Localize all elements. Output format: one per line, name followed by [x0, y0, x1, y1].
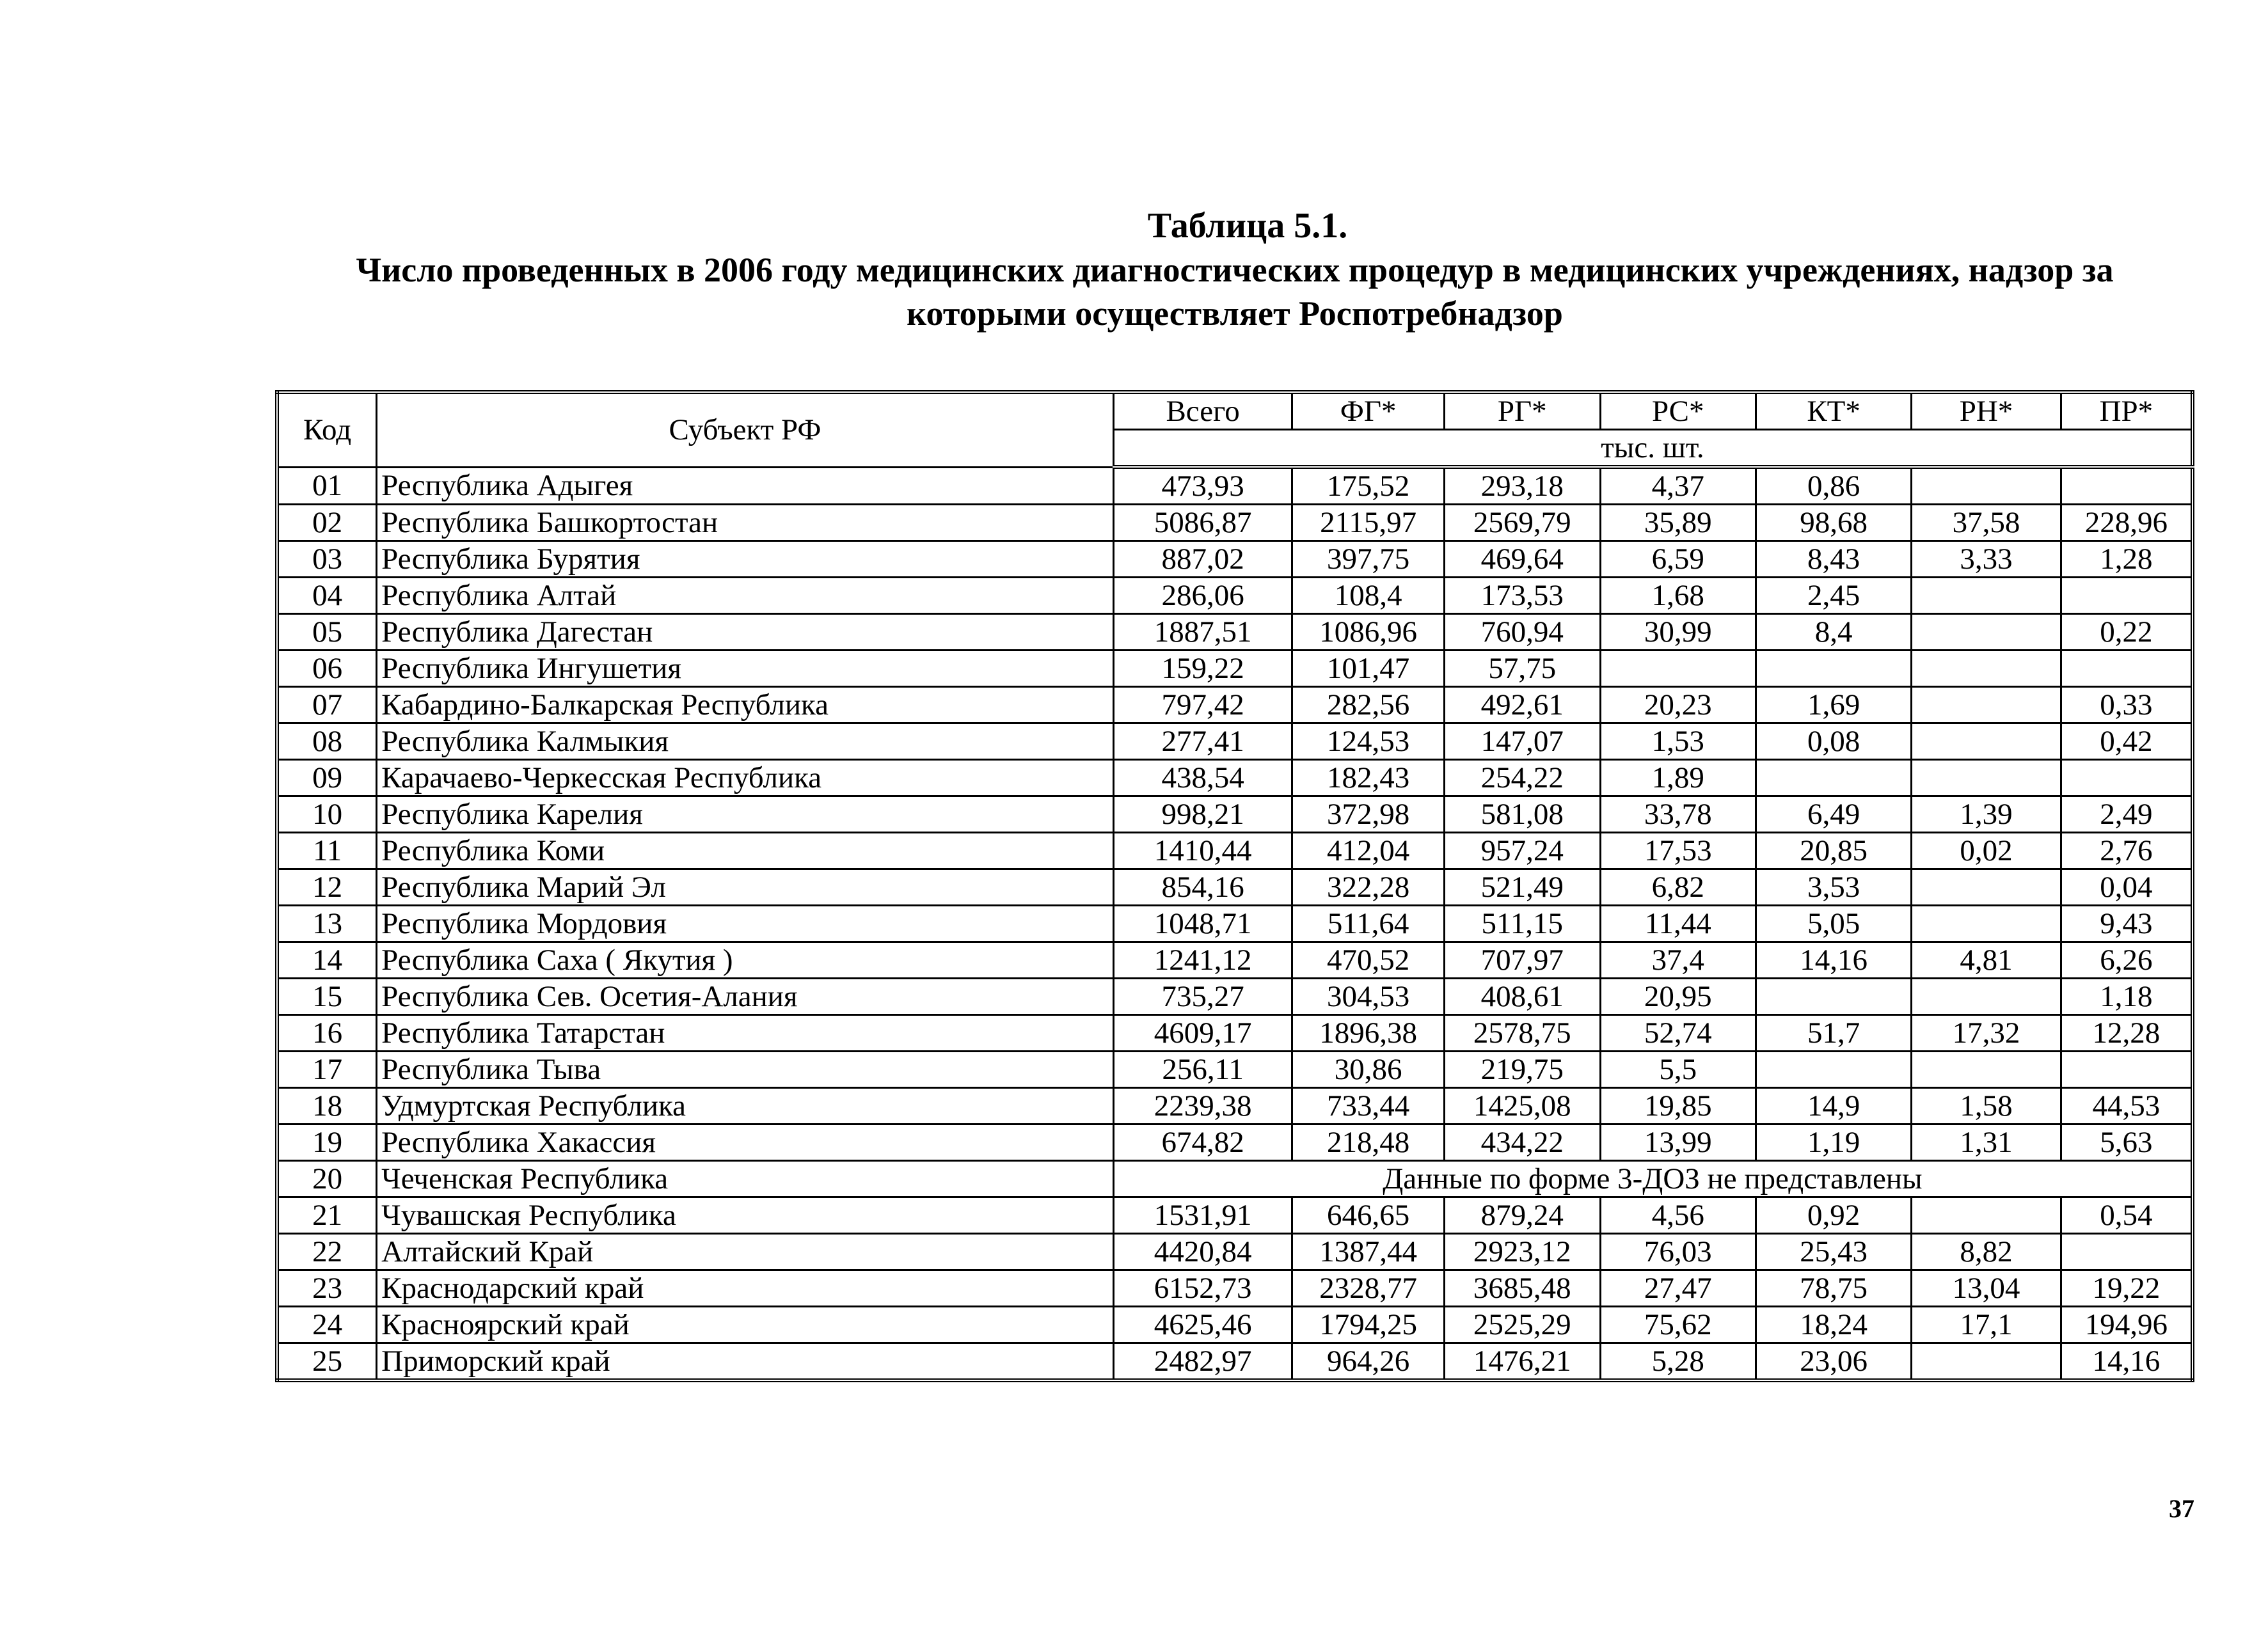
cell-rg: 408,61 [1444, 979, 1600, 1015]
cell-pr: 9,43 [2061, 906, 2193, 942]
cell-total: 854,16 [1113, 869, 1292, 906]
cell-fg: 1086,96 [1292, 614, 1445, 651]
cell-rg: 469,64 [1444, 541, 1600, 578]
cell-rn: 8,82 [1912, 1234, 2061, 1270]
cell-fg: 470,52 [1292, 942, 1445, 979]
cell-rs: 52,74 [1600, 1015, 1756, 1052]
cell-rs: 33,78 [1600, 796, 1756, 833]
table-caption-line-2: которыми осуществляет Роспотребнадзор [907, 294, 1563, 333]
procedures-table [275, 390, 2194, 1382]
cell-rn: 1,58 [1912, 1088, 2061, 1124]
cell-rs: 17,53 [1600, 833, 1756, 869]
cell-kt [1756, 651, 1911, 687]
table-row [277, 1343, 2193, 1381]
cell-kt: 8,43 [1756, 541, 1911, 578]
row-code: 20 [277, 1161, 377, 1197]
cell-rs: 4,56 [1600, 1197, 1756, 1234]
cell-total: 277,41 [1113, 723, 1292, 760]
cell-rn [1912, 614, 2061, 651]
cell-rg: 2578,75 [1444, 1015, 1600, 1052]
cell-pr: 2,49 [2061, 796, 2193, 833]
row-code: 02 [277, 505, 377, 541]
cell-kt: 0,86 [1756, 467, 1911, 505]
cell-pr: 44,53 [2061, 1088, 2193, 1124]
table-row [277, 614, 2193, 651]
cell-total: 887,02 [1113, 541, 1292, 578]
cell-total: 1048,71 [1113, 906, 1292, 942]
cell-rn: 1,31 [1912, 1124, 2061, 1161]
row-subject: Республика Адыгея [377, 467, 1114, 505]
row-code: 16 [277, 1015, 377, 1052]
units-label: тыс. шт. [1113, 430, 2193, 468]
row-code: 06 [277, 651, 377, 687]
cell-rs: 1,68 [1600, 578, 1756, 614]
cell-fg: 218,48 [1292, 1124, 1445, 1161]
row-subject: Республика Саха ( Якутия ) [377, 942, 1114, 979]
row-code: 25 [277, 1343, 377, 1381]
cell-rg: 254,22 [1444, 760, 1600, 796]
cell-pr [2061, 1052, 2193, 1088]
table-row [277, 651, 2193, 687]
cell-kt: 1,19 [1756, 1124, 1911, 1161]
cell-rn [1912, 1343, 2061, 1381]
cell-rg: 147,07 [1444, 723, 1600, 760]
cell-rn [1912, 906, 2061, 942]
cell-pr [2061, 651, 2193, 687]
row-subject: Удмуртская Республика [377, 1088, 1114, 1124]
cell-total: 2482,97 [1113, 1343, 1292, 1381]
cell-kt: 0,92 [1756, 1197, 1911, 1234]
cell-total: 6152,73 [1113, 1270, 1292, 1307]
cell-rn [1912, 760, 2061, 796]
header-kt: КТ* [1756, 392, 1911, 430]
cell-total: 4625,46 [1113, 1307, 1292, 1343]
row-subject: Республика Ингушетия [377, 651, 1114, 687]
cell-fg: 733,44 [1292, 1088, 1445, 1124]
cell-pr: 1,18 [2061, 979, 2193, 1015]
row-subject: Республика Тыва [377, 1052, 1114, 1088]
cell-rn: 3,33 [1912, 541, 2061, 578]
table-row [277, 687, 2193, 723]
table-row [277, 1234, 2193, 1270]
row-code: 04 [277, 578, 377, 614]
cell-rn [1912, 1052, 2061, 1088]
row-code: 21 [277, 1197, 377, 1234]
cell-rs: 1,89 [1600, 760, 1756, 796]
header-subject: Субъект РФ [377, 392, 1114, 467]
table-row [277, 942, 2193, 979]
table-number: Таблица 5.1. [1147, 206, 1348, 246]
row-subject: Республика Коми [377, 833, 1114, 869]
row-subject: Республика Хакассия [377, 1124, 1114, 1161]
table-row [277, 1161, 2193, 1197]
cell-rg: 581,08 [1444, 796, 1600, 833]
row-code: 12 [277, 869, 377, 906]
cell-fg: 511,64 [1292, 906, 1445, 942]
cell-pr: 1,28 [2061, 541, 2193, 578]
cell-rs: 75,62 [1600, 1307, 1756, 1343]
cell-fg: 304,53 [1292, 979, 1445, 1015]
row-subject: Чувашская Республика [377, 1197, 1114, 1234]
cell-total: 1241,12 [1113, 942, 1292, 979]
table-row [277, 1197, 2193, 1234]
cell-rg: 1476,21 [1444, 1343, 1600, 1381]
row-subject: Республика Мордовия [377, 906, 1114, 942]
row-subject: Республика Карелия [377, 796, 1114, 833]
cell-rn [1912, 979, 2061, 1015]
table-row [277, 505, 2193, 541]
row-subject: Республика Марий Эл [377, 869, 1114, 906]
header-rs: РС* [1600, 392, 1756, 430]
cell-fg: 101,47 [1292, 651, 1445, 687]
cell-kt: 1,69 [1756, 687, 1911, 723]
cell-fg: 2115,97 [1292, 505, 1445, 541]
cell-rg: 1425,08 [1444, 1088, 1600, 1124]
cell-rg: 2569,79 [1444, 505, 1600, 541]
cell-rg: 219,75 [1444, 1052, 1600, 1088]
cell-rs: 5,28 [1600, 1343, 1756, 1381]
cell-fg: 30,86 [1292, 1052, 1445, 1088]
header-total: Всего [1113, 392, 1292, 430]
cell-pr [2061, 1234, 2193, 1270]
cell-fg: 108,4 [1292, 578, 1445, 614]
cell-kt [1756, 979, 1911, 1015]
table-row [277, 979, 2193, 1015]
cell-kt: 0,08 [1756, 723, 1911, 760]
header-rg: РГ* [1444, 392, 1600, 430]
cell-pr: 2,76 [2061, 833, 2193, 869]
cell-total: 998,21 [1113, 796, 1292, 833]
row-note: Данные по форме 3-ДОЗ не представлены [1113, 1161, 2193, 1197]
cell-rn: 17,1 [1912, 1307, 2061, 1343]
cell-kt: 2,45 [1756, 578, 1911, 614]
cell-rn [1912, 1197, 2061, 1234]
cell-rn: 17,32 [1912, 1015, 2061, 1052]
cell-fg: 372,98 [1292, 796, 1445, 833]
row-subject: Республика Татарстан [377, 1015, 1114, 1052]
cell-rg: 3685,48 [1444, 1270, 1600, 1307]
cell-rg: 511,15 [1444, 906, 1600, 942]
cell-fg: 397,75 [1292, 541, 1445, 578]
row-code: 11 [277, 833, 377, 869]
row-subject: Приморский край [377, 1343, 1114, 1381]
table-row [277, 723, 2193, 760]
table-row [277, 467, 2193, 505]
header-row [277, 392, 2193, 430]
table-row [277, 541, 2193, 578]
table-row [277, 1124, 2193, 1161]
cell-total: 4420,84 [1113, 1234, 1292, 1270]
cell-total: 286,06 [1113, 578, 1292, 614]
cell-fg: 1896,38 [1292, 1015, 1445, 1052]
row-subject: Республика Алтай [377, 578, 1114, 614]
cell-rg: 434,22 [1444, 1124, 1600, 1161]
cell-rs: 20,95 [1600, 979, 1756, 1015]
cell-total: 797,42 [1113, 687, 1292, 723]
cell-fg: 124,53 [1292, 723, 1445, 760]
row-subject: Чеченская Республика [377, 1161, 1114, 1197]
header-fg: ФГ* [1292, 392, 1445, 430]
cell-rn: 37,58 [1912, 505, 2061, 541]
cell-rs: 76,03 [1600, 1234, 1756, 1270]
cell-fg: 282,56 [1292, 687, 1445, 723]
row-subject: Карачаево-Черкесская Республика [377, 760, 1114, 796]
row-code: 13 [277, 906, 377, 942]
cell-total: 5086,87 [1113, 505, 1292, 541]
row-code: 07 [277, 687, 377, 723]
cell-rs: 13,99 [1600, 1124, 1756, 1161]
cell-total: 4609,17 [1113, 1015, 1292, 1052]
cell-rs: 27,47 [1600, 1270, 1756, 1307]
cell-rn: 13,04 [1912, 1270, 2061, 1307]
cell-kt: 3,53 [1756, 869, 1911, 906]
cell-pr [2061, 760, 2193, 796]
cell-rs: 19,85 [1600, 1088, 1756, 1124]
row-subject: Республика Дагестан [377, 614, 1114, 651]
header-rn: РН* [1912, 392, 2061, 430]
cell-total: 2239,38 [1113, 1088, 1292, 1124]
cell-fg: 1387,44 [1292, 1234, 1445, 1270]
cell-pr: 0,54 [2061, 1197, 2193, 1234]
cell-fg: 646,65 [1292, 1197, 1445, 1234]
cell-rg: 760,94 [1444, 614, 1600, 651]
cell-kt: 14,9 [1756, 1088, 1911, 1124]
row-subject: Красноярский край [377, 1307, 1114, 1343]
cell-rs: 5,5 [1600, 1052, 1756, 1088]
row-code: 17 [277, 1052, 377, 1088]
cell-total: 1410,44 [1113, 833, 1292, 869]
cell-kt: 18,24 [1756, 1307, 1911, 1343]
cell-rg: 57,75 [1444, 651, 1600, 687]
row-subject: Республика Сев. Осетия-Алания [377, 979, 1114, 1015]
cell-kt: 20,85 [1756, 833, 1911, 869]
row-code: 01 [277, 467, 377, 505]
row-code: 15 [277, 979, 377, 1015]
cell-fg: 175,52 [1292, 467, 1445, 505]
cell-rs: 1,53 [1600, 723, 1756, 760]
cell-pr: 0,04 [2061, 869, 2193, 906]
cell-rn [1912, 651, 2061, 687]
cell-total: 735,27 [1113, 979, 1292, 1015]
cell-rg: 492,61 [1444, 687, 1600, 723]
row-code: 24 [277, 1307, 377, 1343]
cell-rg: 521,49 [1444, 869, 1600, 906]
cell-pr [2061, 578, 2193, 614]
row-code: 19 [277, 1124, 377, 1161]
row-subject: Республика Башкортостан [377, 505, 1114, 541]
row-subject: Кабардино-Балкарская Республика [377, 687, 1114, 723]
cell-rn [1912, 467, 2061, 505]
cell-rn [1912, 687, 2061, 723]
cell-pr: 6,26 [2061, 942, 2193, 979]
cell-kt: 78,75 [1756, 1270, 1911, 1307]
cell-rn: 4,81 [1912, 942, 2061, 979]
cell-total: 674,82 [1113, 1124, 1292, 1161]
row-code: 22 [277, 1234, 377, 1270]
cell-total: 473,93 [1113, 467, 1292, 505]
cell-rg: 173,53 [1444, 578, 1600, 614]
cell-rg: 707,97 [1444, 942, 1600, 979]
cell-pr: 0,22 [2061, 614, 2193, 651]
cell-total: 159,22 [1113, 651, 1292, 687]
cell-rg: 2525,29 [1444, 1307, 1600, 1343]
row-code: 18 [277, 1088, 377, 1124]
table-row [277, 760, 2193, 796]
row-code: 03 [277, 541, 377, 578]
cell-fg: 964,26 [1292, 1343, 1445, 1381]
cell-rn: 1,39 [1912, 796, 2061, 833]
cell-total: 256,11 [1113, 1052, 1292, 1088]
table-row [277, 906, 2193, 942]
row-subject: Республика Калмыкия [377, 723, 1114, 760]
cell-pr: 14,16 [2061, 1343, 2193, 1381]
cell-rn [1912, 578, 2061, 614]
cell-pr: 0,42 [2061, 723, 2193, 760]
row-subject: Краснодарский край [377, 1270, 1114, 1307]
table-row [277, 578, 2193, 614]
cell-rg: 293,18 [1444, 467, 1600, 505]
cell-kt: 23,06 [1756, 1343, 1911, 1381]
row-code: 10 [277, 796, 377, 833]
row-subject: Республика Бурятия [377, 541, 1114, 578]
cell-fg: 322,28 [1292, 869, 1445, 906]
cell-total: 1887,51 [1113, 614, 1292, 651]
header-code: Код [277, 392, 377, 467]
cell-rs: 37,4 [1600, 942, 1756, 979]
table-row [277, 1015, 2193, 1052]
table-caption-line-1: Число проведенных в 2006 году медицинских диагностических процедур в медицинских учреждениях, надзор за [356, 251, 2114, 289]
cell-rg: 879,24 [1444, 1197, 1600, 1234]
table-body [277, 467, 2193, 1380]
cell-kt: 25,43 [1756, 1234, 1911, 1270]
table-row [277, 1088, 2193, 1124]
cell-pr: 19,22 [2061, 1270, 2193, 1307]
cell-kt: 5,05 [1756, 906, 1911, 942]
cell-kt [1756, 1052, 1911, 1088]
cell-kt: 8,4 [1756, 614, 1911, 651]
cell-pr: 12,28 [2061, 1015, 2193, 1052]
cell-kt [1756, 760, 1911, 796]
header-pr: ПР* [2061, 392, 2193, 430]
cell-kt: 98,68 [1756, 505, 1911, 541]
table-heading [243, 203, 2226, 335]
cell-rg: 957,24 [1444, 833, 1600, 869]
cell-rn: 0,02 [1912, 833, 2061, 869]
cell-pr: 228,96 [2061, 505, 2193, 541]
cell-rs: 20,23 [1600, 687, 1756, 723]
cell-rs [1600, 651, 1756, 687]
cell-total: 1531,91 [1113, 1197, 1292, 1234]
cell-kt: 6,49 [1756, 796, 1911, 833]
cell-kt: 14,16 [1756, 942, 1911, 979]
row-subject: Алтайский Край [377, 1234, 1114, 1270]
table-row [277, 869, 2193, 906]
cell-rs: 35,89 [1600, 505, 1756, 541]
cell-pr: 0,33 [2061, 687, 2193, 723]
row-code: 05 [277, 614, 377, 651]
cell-fg: 2328,77 [1292, 1270, 1445, 1307]
table-row [277, 833, 2193, 869]
cell-rs: 30,99 [1600, 614, 1756, 651]
cell-pr [2061, 467, 2193, 505]
cell-rn [1912, 723, 2061, 760]
cell-pr: 194,96 [2061, 1307, 2193, 1343]
cell-rs: 4,37 [1600, 467, 1756, 505]
cell-rg: 2923,12 [1444, 1234, 1600, 1270]
cell-fg: 182,43 [1292, 760, 1445, 796]
cell-rs: 6,82 [1600, 869, 1756, 906]
cell-rs: 11,44 [1600, 906, 1756, 942]
cell-fg: 1794,25 [1292, 1307, 1445, 1343]
cell-fg: 412,04 [1292, 833, 1445, 869]
row-code: 23 [277, 1270, 377, 1307]
table-row [277, 1307, 2193, 1343]
row-code: 08 [277, 723, 377, 760]
cell-kt: 51,7 [1756, 1015, 1911, 1052]
cell-total: 438,54 [1113, 760, 1292, 796]
cell-rs: 6,59 [1600, 541, 1756, 578]
table-row [277, 1052, 2193, 1088]
row-code: 09 [277, 760, 377, 796]
row-code: 14 [277, 942, 377, 979]
cell-rn [1912, 869, 2061, 906]
cell-pr: 5,63 [2061, 1124, 2193, 1161]
table-row [277, 1270, 2193, 1307]
table-row [277, 796, 2193, 833]
page-number: 37 [2169, 1494, 2194, 1523]
